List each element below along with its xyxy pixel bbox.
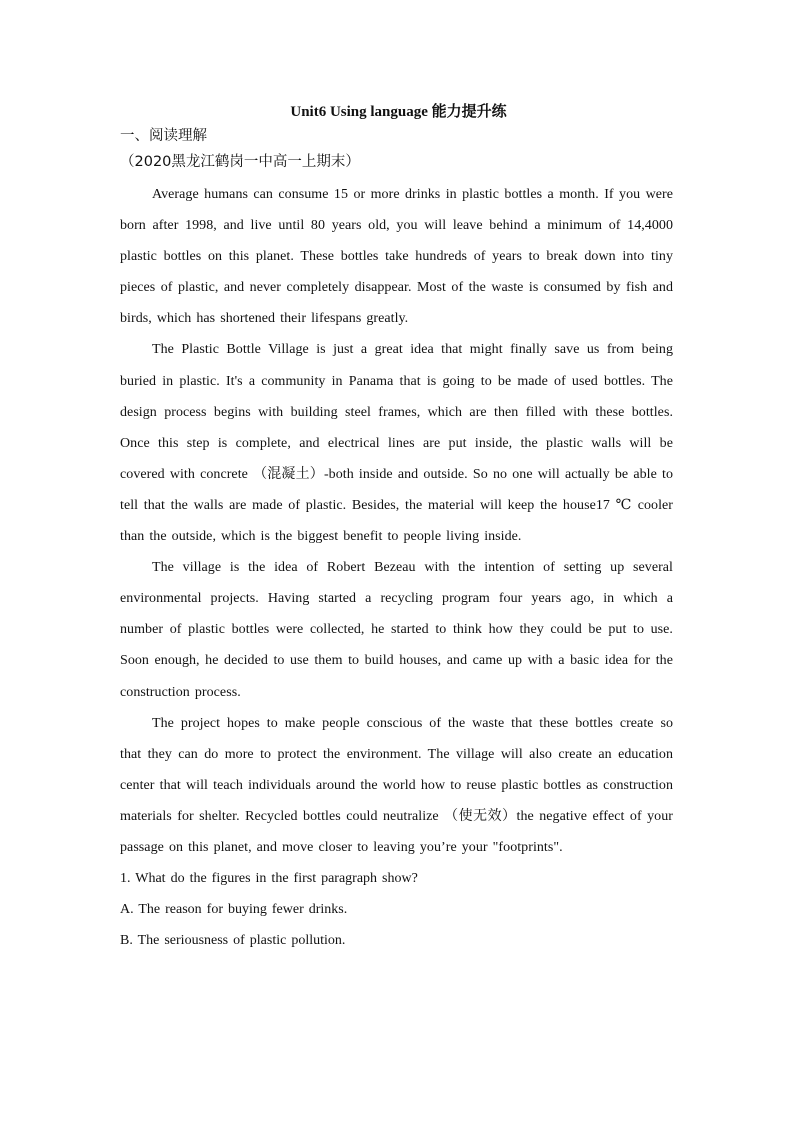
reading-passage	[120, 179, 673, 863]
passage-paragraph-1: Average humans can consume 15 or more drinks in plastic bottles a month. If you were born after 1998, and live until 80 years old, you will leave behind a minimum of 14,4000 plastic bottles on this planet. These bottles take hundreds of years to break down into tiny pieces of plastic, and never completely disappear. Most of the waste is consumed by fish and birds, which has shortened their lifespans greatly.	[120, 187, 673, 327]
document-title: Unit6 Using language 能力提升练	[290, 104, 507, 120]
option-a: A. The reason for buying fewer drinks.	[120, 902, 348, 918]
question-stem: 1. What do the figures in the first paragraph show?	[120, 871, 418, 887]
passage-paragraph-2: The Plastic Bottle Village is just a great idea that might finally save us from being buried in plastic. It's a community in Panama that is going to be made of used bottles. The design process begins with building steel frames, which are then filled with these bottles. Once this step is complete, and electrical lines are put inside, the plastic walls will be covered with concrete （混凝土）-both inside and outside. So no one will actually be able to tell that the walls are made of plastic. Besides, the material will keep the house17 ℃ cooler than the outside, which is the biggest benefit to people living inside.	[120, 342, 673, 545]
option-b: B. The seriousness of plastic pollution.	[120, 933, 346, 949]
source-note: （2020黑龙江鹤岗一中高一上期末）	[120, 154, 360, 170]
passage-paragraph-3: The village is the idea of Robert Bezeau with the intention of setting up several environmental projects. Having started a recycling program four years ago, in which a number of plastic bottles were collected, he started to think how they could be put to use. Soon enough, he decided to use them to build houses, and came up with a basic idea for the construction process.	[120, 560, 673, 700]
question-1	[120, 863, 673, 956]
document-content	[120, 101, 673, 956]
passage-paragraph-4: The project hopes to make people conscious of the waste that these bottles create so that they can do more to protect the environment. The village will also create an education center that will teach individuals around the world how to reuse plastic bottles as construction materials for shelter. Recycled bottles could neutralize （使无效）the negative effect of your passage on this planet, and move closer to leaving you’re your "footprints".	[120, 715, 673, 855]
section-heading: 一、阅读理解	[120, 128, 207, 144]
